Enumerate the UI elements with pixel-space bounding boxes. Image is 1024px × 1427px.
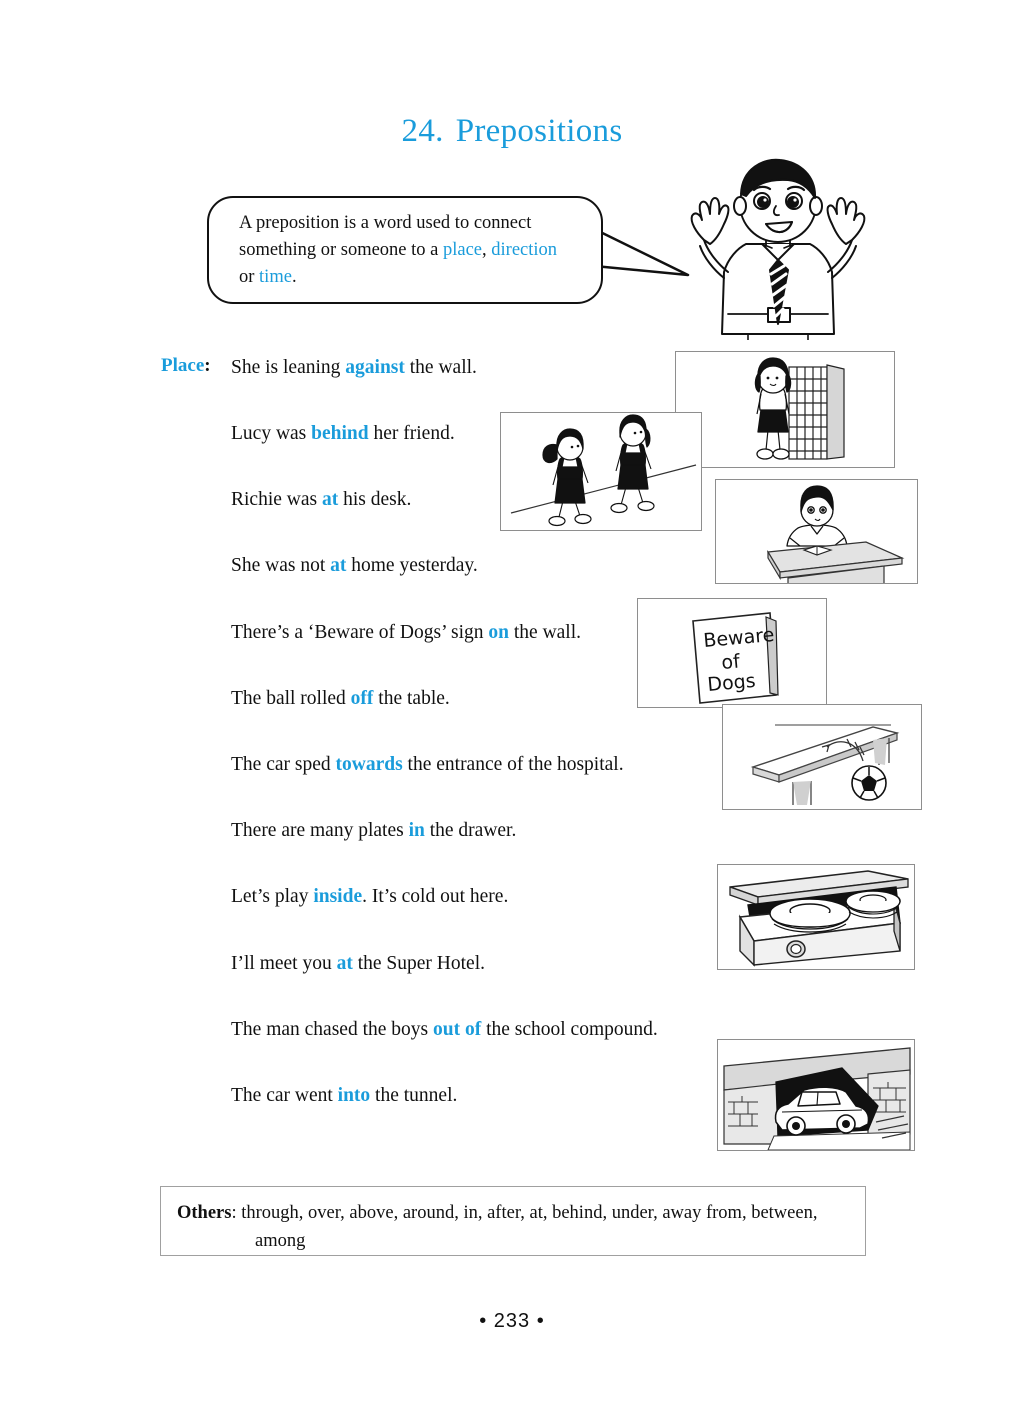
definition-separator: , [482,240,492,260]
preposition-keyword: out of [432,1019,482,1040]
page-title [0,113,1024,150]
example-sentence-towards: The car sped towards the entrance of the hospital. [231,754,624,775]
section-label-colon: : [204,355,211,376]
others-list-line-1: through, over, above, around, in, after, at, behind, under, away from, between, [236,1203,818,1223]
example-sentence-at-home: She was not at home yesterday. [231,555,478,576]
preposition-keyword: at [321,489,339,510]
keyword-direction: direction [491,240,558,260]
preposition-keyword: against [345,357,405,378]
preposition-keyword: off [350,688,374,709]
others-list-line-2: among [255,1231,306,1251]
teacher-character-illustration [688,148,868,340]
example-sentence-behind: Lucy was behind her friend. [231,423,455,444]
illustration-girl-leaning-against-wall [675,351,895,468]
definition-speech-bubble [207,196,603,304]
others-prepositions-box [160,1186,866,1256]
illustration-car-into-tunnel [717,1039,915,1151]
preposition-keyword: on [488,622,509,643]
preposition-keyword: behind [311,423,369,444]
illustration-two-girls-walking [500,412,702,531]
section-label-place [161,355,211,377]
others-label: Others [177,1203,232,1223]
illustration-boy-at-desk [715,479,918,584]
preposition-keyword: at [336,953,353,974]
example-sentence-into: The car went into the tunnel. [231,1085,458,1106]
preposition-keyword: inside [313,886,363,907]
section-label-text: Place [161,355,205,376]
definition-text [239,210,583,291]
example-sentence-out-of: The man chased the boys out of the school compound. [231,1019,658,1040]
sign-line-2: of [720,650,741,674]
example-sentence-against: She is leaning against the wall. [231,357,477,378]
illustration-plates-in-drawer [717,864,915,970]
example-sentence-inside: Let’s play inside. It’s cold out here. [231,886,509,907]
keyword-time: time [259,267,292,287]
example-sentence-in: There are many plates in the drawer. [231,820,517,841]
illustration-ball-off-table [722,704,922,810]
others-content [177,1199,855,1255]
chapter-title-text: Prepositions [455,113,623,149]
definition-line-3-pre: or [239,267,260,287]
sign-line-3: Dogs [706,669,757,696]
preposition-keyword: in [408,820,425,841]
definition-line-2-pre: something or someone to a [239,240,443,260]
preposition-keyword: towards [335,754,403,775]
keyword-place: place [442,240,483,260]
definition-line-1: A preposition is a word used to connect [239,213,532,233]
example-sentence-on: There’s a ‘Beware of Dogs’ sign on the wall. [231,622,582,643]
sign-line-1: Beware [702,623,776,652]
page-number: • 233 • [479,1310,545,1332]
definition-line-3-post: . [291,267,297,287]
example-sentence-at-desk: Richie was at his desk. [231,489,412,510]
chapter-number: 24. [401,113,444,149]
preposition-keyword: at [330,555,347,576]
example-sentence-at-hotel: I’ll meet you at the Super Hotel. [231,953,485,974]
example-sentence-off: The ball rolled off the table. [231,688,450,709]
illustration-beware-of-dogs-sign [637,598,827,708]
preposition-keyword: into [337,1085,371,1106]
others-colon: : [231,1203,237,1223]
